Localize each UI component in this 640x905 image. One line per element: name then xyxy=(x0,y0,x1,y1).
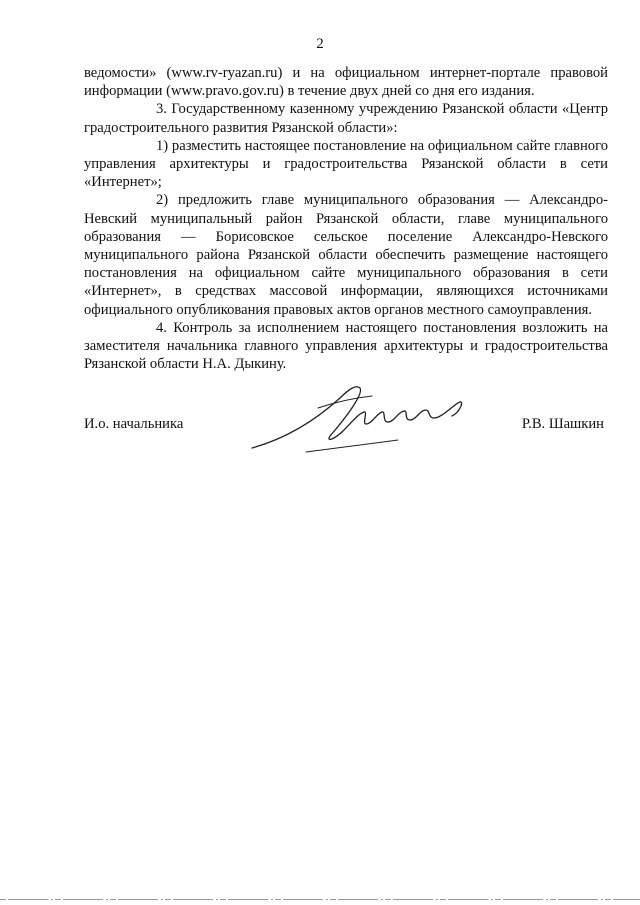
paragraph-item-4: 4. Контроль за исполнением настоящего постановления возложить на заместителя начальника главного управления архитектуры и градостроительства Рязанской области Н.А. Дыкину. xyxy=(84,319,608,373)
page-number: 2 xyxy=(316,36,324,52)
paragraph-subitem-1: 1) разместить настоящее постановление на официальном сайте главного управления архитектуры и градостроительства Рязанской области в сети «Интернет»; xyxy=(84,137,608,191)
handwritten-signature xyxy=(248,378,478,458)
footer-divider xyxy=(0,898,640,901)
paragraph-item-3: 3. Государственному казенному учреждению Рязанской области «Центр градостроительного развития Рязанской области»: xyxy=(84,101,608,136)
document-body xyxy=(84,64,608,373)
signatory-name: Р.В. Шашкин xyxy=(521,416,604,432)
paragraph-subitem-2: 2) предложить главе муниципального образования — Александро-Невский муниципальный район Рязанской области, главе муниципального образования — Борисовское сельское поселение Александро-Невского муниципального района Рязанской области обеспечить размещение настоящего постановления на официальном сайте муниципального образования в сети «Интернет», в средствах массовой информации, являющихся источниками официального опубликования правовых актов органов местного самоуправления. xyxy=(84,192,608,318)
signatory-title: И.о. начальника xyxy=(84,416,184,432)
paragraph-publication: ведомости» (www.rv-ryazan.ru) и на официальном интернет-портале правовой информации (www.pravo.gov.ru) в течение двух дней со дня его издания. xyxy=(84,65,608,100)
